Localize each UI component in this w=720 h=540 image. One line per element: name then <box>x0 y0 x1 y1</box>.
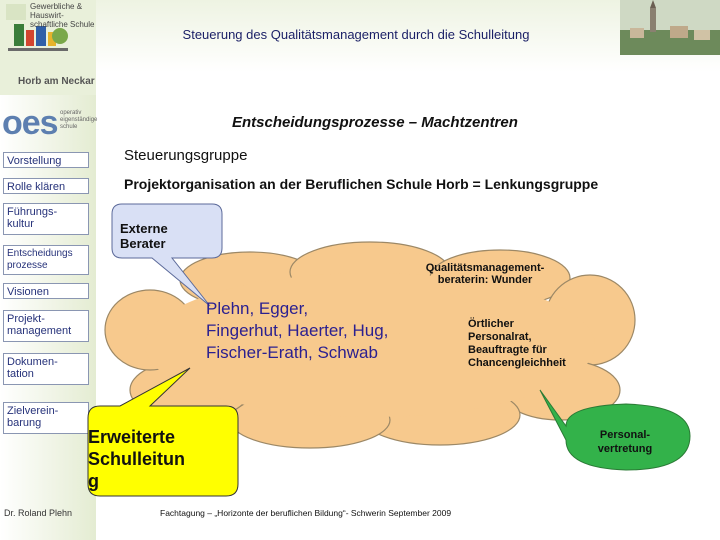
externe-berater-text: Externe Berater <box>120 221 168 251</box>
oes-logo-sub: operativ eigenständige schule <box>60 110 98 130</box>
footer-event: Fachtagung – „Horizonte der beruflichen Bildung“- Schwerin September 2009 <box>160 508 452 518</box>
nav-rolle-klaeren[interactable]: Rolle klären <box>3 178 89 194</box>
slide-title: Entscheidungsprozesse – Machtzentren <box>232 114 518 131</box>
nav-fuehrungskultur[interactable]: Führungs- kultur <box>3 203 89 235</box>
oertlicher-personalrat-text: Örtlicher Personalrat, Beauftragte für Chancengleichheit <box>468 318 566 369</box>
oes-logo-word: oes <box>2 104 58 142</box>
nav-projektmanagement[interactable]: Projekt- management <box>3 310 89 342</box>
nav-zielvereinbarung[interactable]: Zielverein- barung <box>3 402 89 434</box>
logo-town: Horb am Neckar <box>18 76 95 87</box>
erweiterte-schulleitung-text: Erweiterte Schulleitun g <box>88 427 186 491</box>
nav-entscheidungsprozesse[interactable]: Entscheidungs prozesse <box>3 245 89 275</box>
personalvertretung-text: Personal- vertretung <box>597 429 653 455</box>
nav-visionen[interactable]: Visionen <box>3 283 89 299</box>
page-header-title: Steuerung des Qualitätsmanagement durch die Schulleitung <box>182 27 530 42</box>
footer-author: Dr. Roland Plehn <box>4 508 73 518</box>
nav-vorstellung[interactable]: Vorstellung <box>3 152 89 168</box>
steuerungsgruppe-label: Steuerungsgruppe <box>124 147 248 164</box>
projektorganisation-label: Projektorganisation an der Beruflichen Schule Horb = Lenkungsgruppe <box>124 176 599 192</box>
nav-dokumentation[interactable]: Dokumen- tation <box>3 353 89 385</box>
qm-beraterin-text: Qualitätsmanagement- beraterin: Wunder <box>425 262 545 286</box>
logo-org-text: Gewerbliche & Hauswirt- schaftliche Schule <box>30 2 95 29</box>
lenkungsgruppe-names: Plehn, Egger, Fingerhut, Haerter, Hug, Fischer-Erath, Schwab <box>206 299 389 362</box>
